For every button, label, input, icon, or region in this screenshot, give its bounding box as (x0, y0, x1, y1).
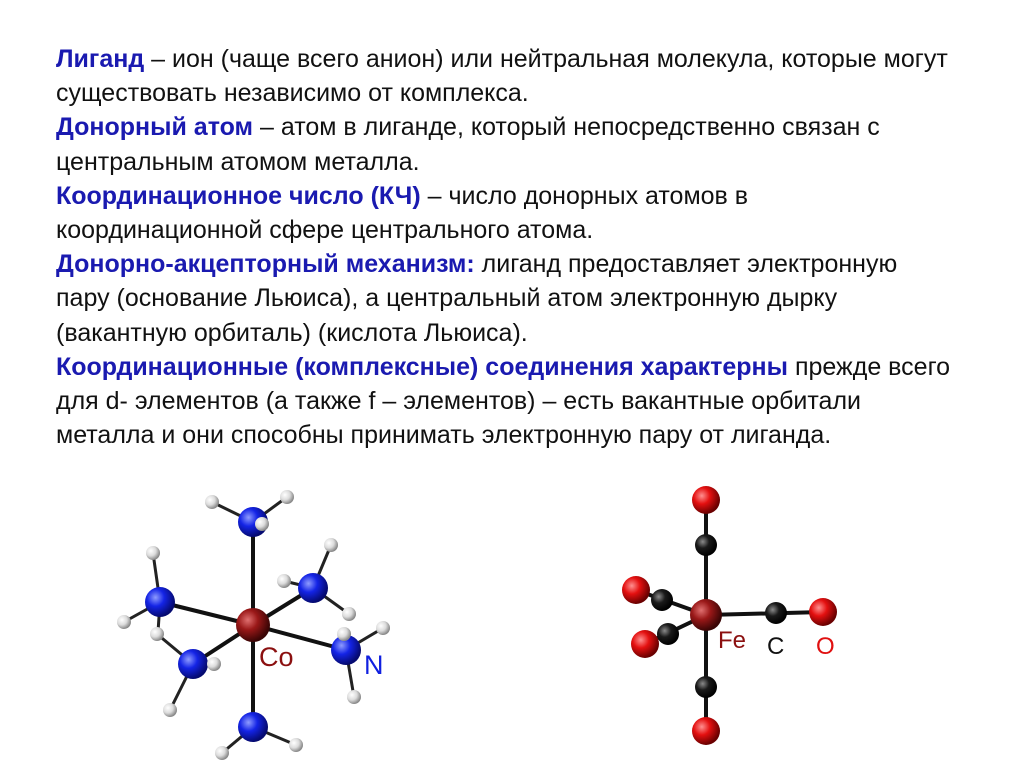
oxygen-atom-right (809, 598, 837, 626)
oxygen-atom-bottom (692, 717, 720, 745)
term-ligand: Лиганд (56, 45, 145, 73)
oxygen-label: O (816, 633, 835, 660)
term-donor-acceptor: Донорно-акцепторный механизм: (56, 250, 475, 279)
oxygen-atom-top (692, 486, 720, 514)
bond-fe-co-right (706, 612, 823, 615)
carbon-atom-front-left (657, 623, 679, 645)
carbon-atom-top (695, 534, 717, 556)
carbon-atom-back-left (651, 589, 673, 611)
term-complex-compounds: Координационные (комплексные) соединения характерны (56, 352, 788, 381)
carbon-atom-bottom (695, 676, 717, 698)
iron-label: Fe (718, 627, 747, 654)
term-coordination-number: Координационное число (КЧ) (56, 181, 421, 210)
nitrogen-label: N (364, 650, 384, 680)
definition-ligand: – ион (чаще всего анион) или нейтральная молекула, которые могут существовать независимо от комплекса. (56, 45, 948, 108)
term-donor-atom: Донорный атом (56, 113, 254, 142)
definition-complex-compounds: прежде всего для d- элементов (а также f – элементов) – есть вакантные орбитали металла и они способны принимать электронную пару от лиганда. (56, 352, 951, 450)
definition-coordination-number: – число донорных атомов в координационной сфере центрального атома. (56, 181, 749, 245)
carbon-label: C (767, 633, 785, 660)
carbon-atom-right (765, 602, 787, 624)
definition-donor-acceptor: лиганд предоставляет электронную пару (основание Льюиса), а центральный атом электронную дырку (вакантную орбиталь) (кислота Льюиса). (56, 250, 898, 347)
iron-bonds (636, 500, 823, 731)
oxygen-atom-back-left (622, 576, 650, 604)
definition-donor-atom: – атом в лиганде, который непосредственно связан с центральным атомом металла. (56, 113, 880, 176)
cobalt-label: Co (259, 642, 294, 672)
oxygen-atom-front-left (631, 630, 659, 658)
